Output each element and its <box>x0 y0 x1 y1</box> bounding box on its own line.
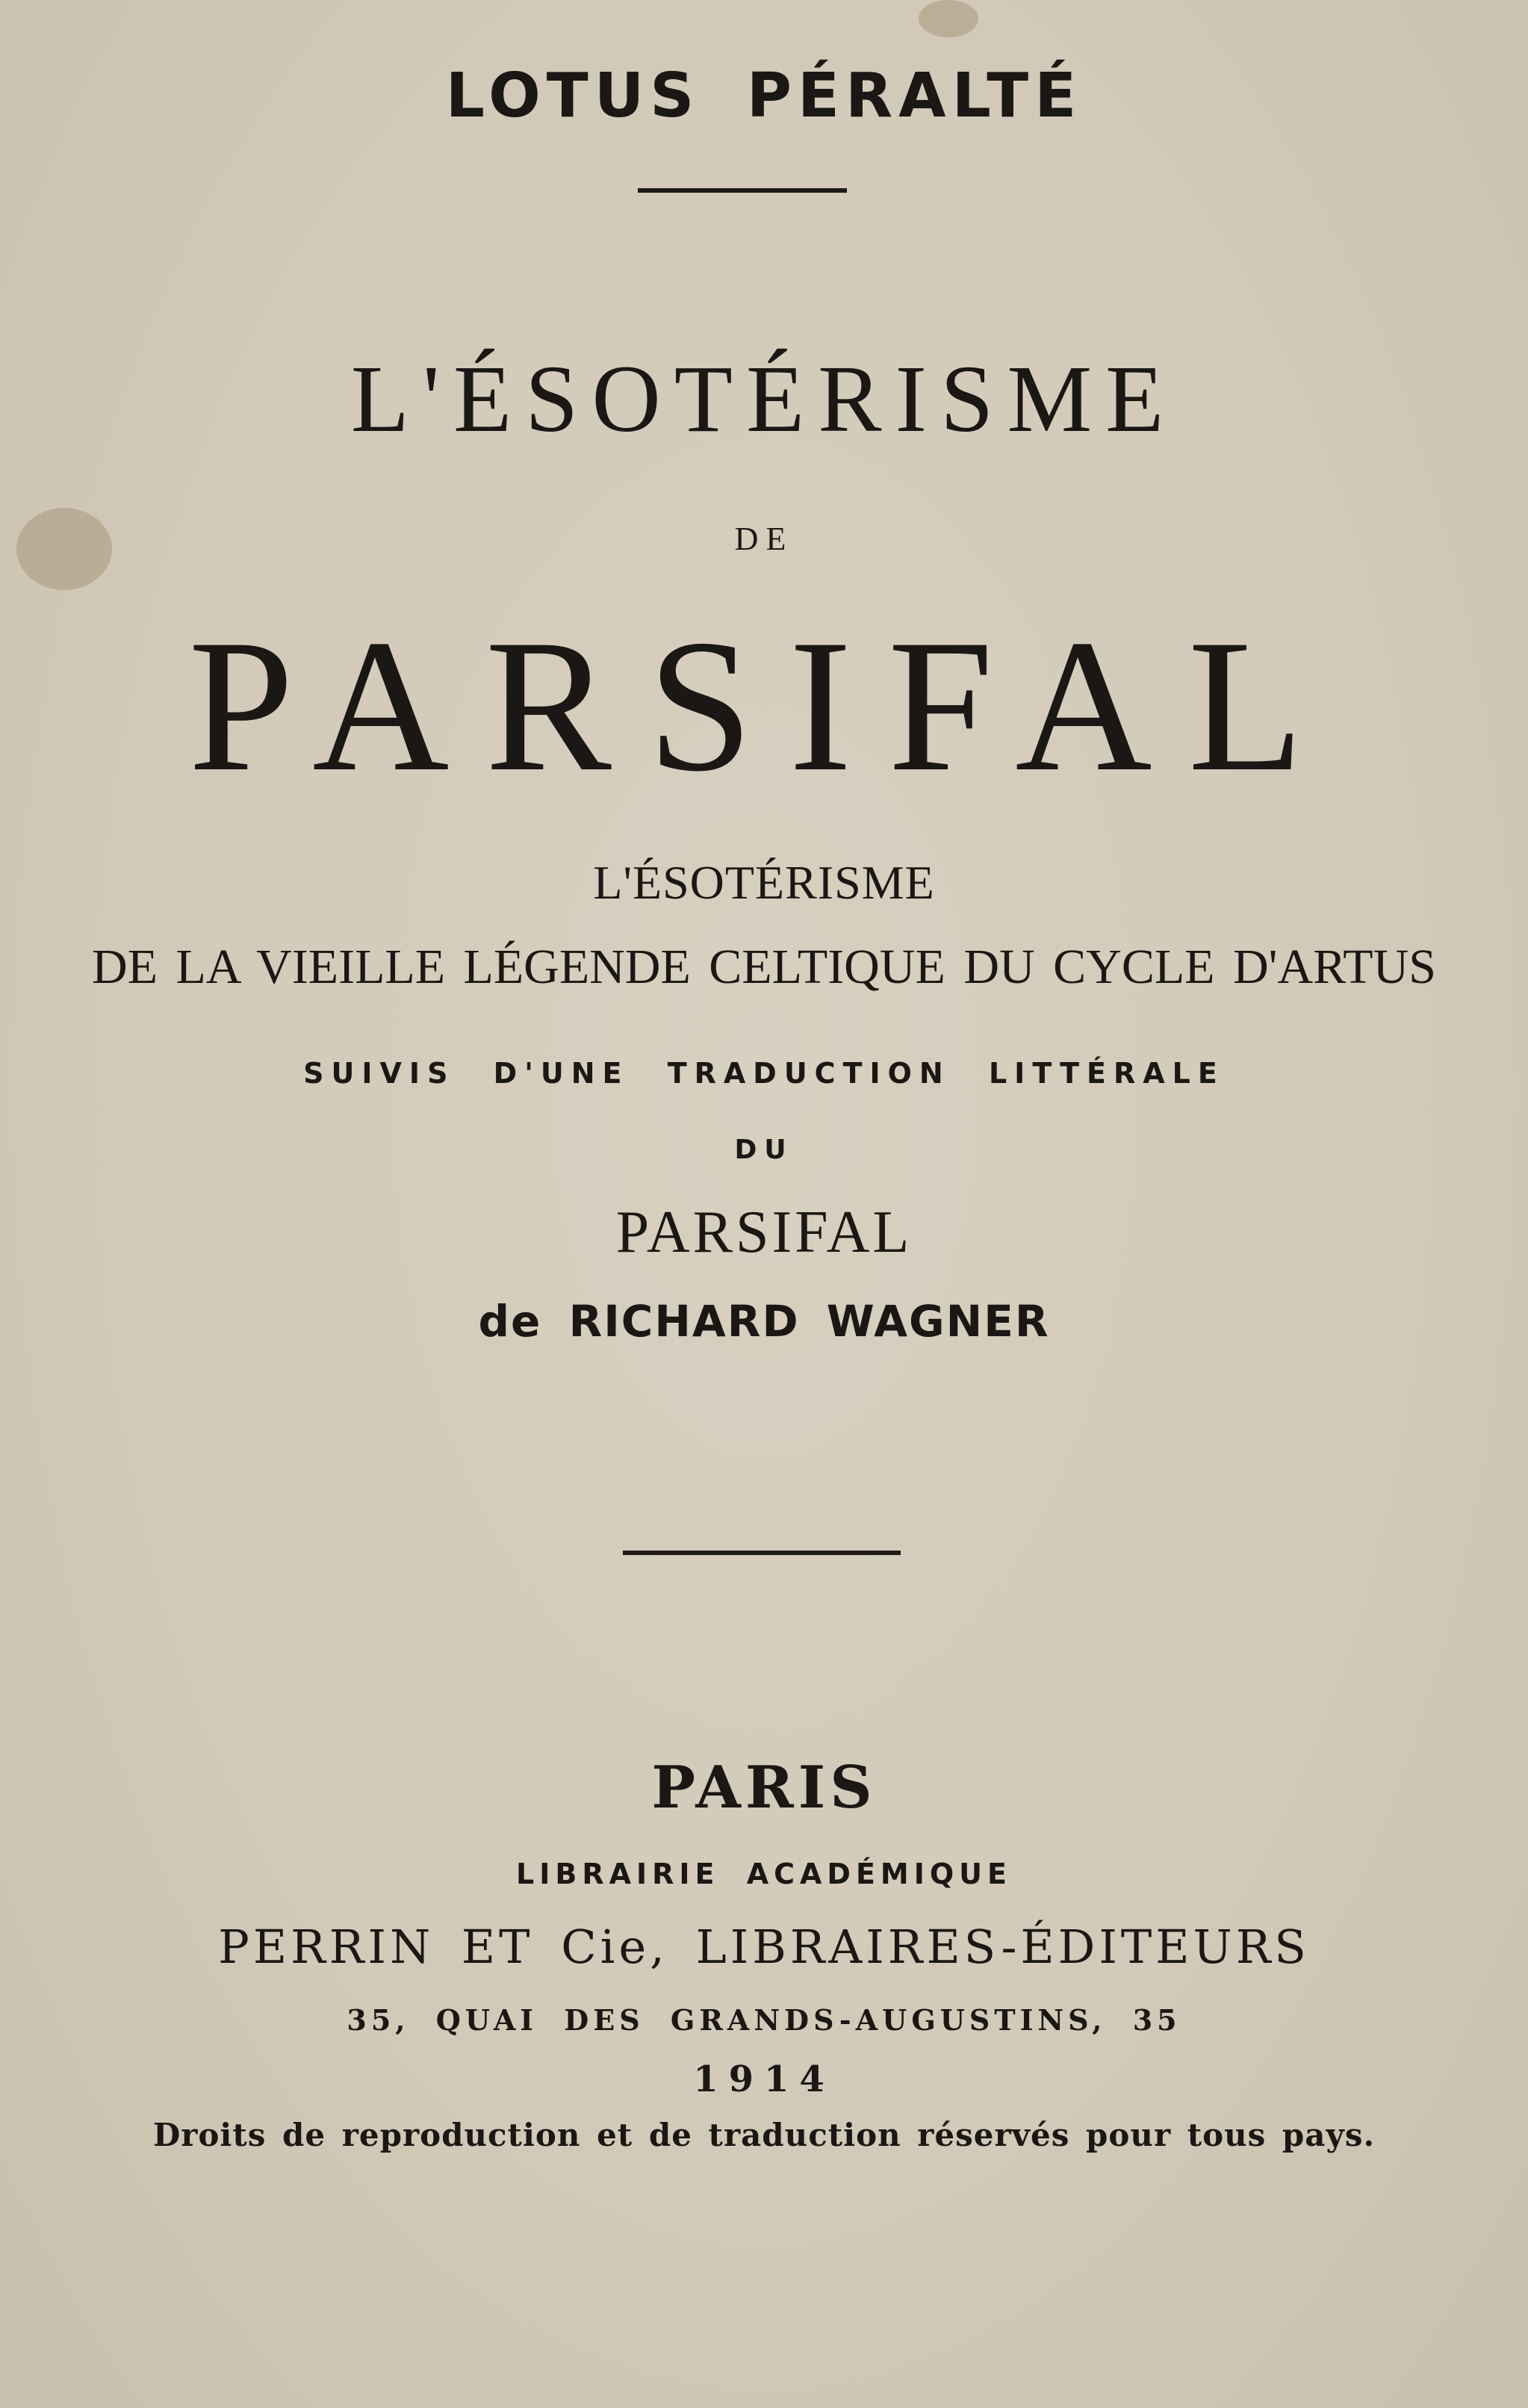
subtitle-traduction: SUIVIS D'UNE TRADUCTION LITTÉRALE <box>303 1057 1225 1090</box>
title-line-esoterisme: L'ÉSOTÉRISME <box>350 346 1178 452</box>
middle-divider <box>623 1551 901 1555</box>
subtitle-du: DU <box>734 1135 794 1165</box>
paper-stain <box>919 0 978 37</box>
imprint-publisher-line1: LIBRAIRIE ACADÉMIQUE <box>516 1858 1012 1890</box>
author-name: LOTUS PÉRALTÉ <box>445 60 1083 131</box>
imprint-address: 35, QUAI DES GRANDS-AUGUSTINS, 35 <box>347 2003 1181 2037</box>
top-divider <box>638 188 847 193</box>
main-title: PARSIFAL <box>188 601 1340 810</box>
subtitle-wagner: de RICHARD WAGNER <box>478 1296 1050 1347</box>
imprint-year: 1914 <box>693 2058 835 2100</box>
imprint-city: PARIS <box>651 1754 877 1822</box>
subtitle-legende: DE LA VIEILLE LÉGENDE CELTIQUE DU CYCLE D'ARTUS <box>92 940 1436 994</box>
subtitle-parsif​al: PARSIFAL <box>615 1200 913 1265</box>
title-line-de: DE <box>734 521 794 557</box>
imprint-publisher-line2: PERRIN ET Cie, LIBRAIRES-ÉDITEURS <box>218 1920 1310 1974</box>
imprint-rights: Droits de reproduction et de traduction réservés pour tous pays. <box>152 2117 1376 2153</box>
subtitle-esoterisme: L'ÉSOTÉRISME <box>593 856 935 909</box>
